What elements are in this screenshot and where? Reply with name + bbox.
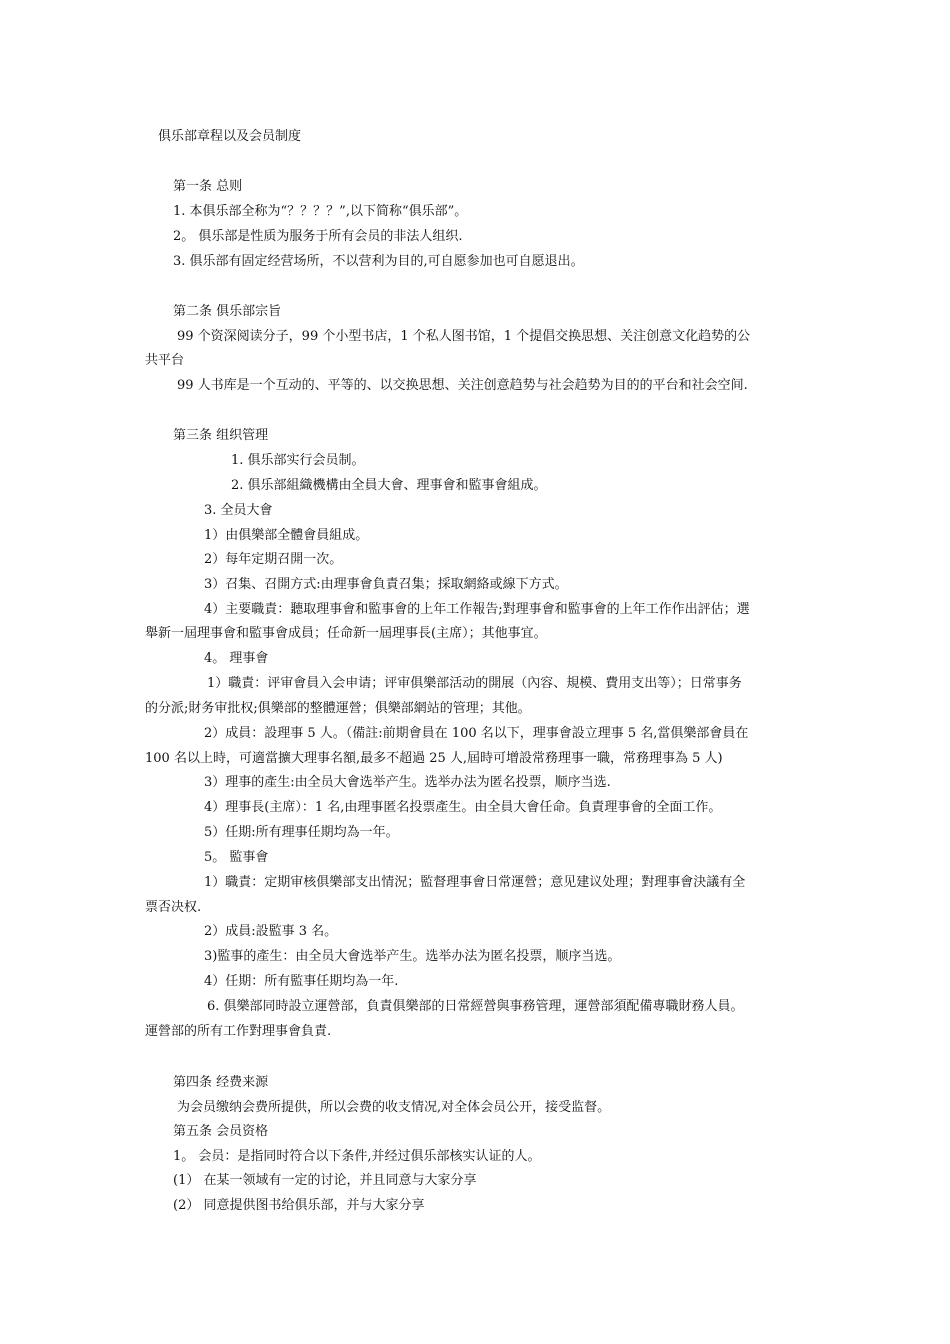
paragraph: 3. 俱乐部有固定经营场所，不以营利为目的,可自愿参加也可自愿退出。 [173,254,584,269]
list-item: 1）由俱樂部全體會員組成。 [204,528,369,543]
list-item: 5）任期:所有理事任期均為一年。 [204,825,399,840]
paragraph-continuation: 100 名以上時，可適當擴大理事名額,最多不超過 25 人,屆時可增設常務理事一職，常務理事為 5 人) [145,751,723,766]
section-4-heading: 第四条 经费来源 [173,1075,269,1090]
list-item: 4）理事長(主席）：1 名,由理事匿名投票產生。由全員大會任命。負責理事會的全面工作。 [204,800,722,815]
list-item: (2） 同意提供图书给俱乐部，并与大家分享 [173,1198,425,1213]
paragraph-continuation: 票否决权. [145,900,202,915]
list-item: 3)監事的產生：由全员大會选举产生。选举办法为匿名投票，顺序当选。 [204,949,621,964]
section-1-heading: 第一条 总则 [173,179,243,194]
list-item: 3）召集、召開方式:由理事會負責召集；採取網絡或線下方式。 [204,577,568,592]
paragraph-continuation: 共平台 [145,353,185,368]
list-item: 3. 全员大會 [204,503,273,518]
list-item: 3）理事的產生:由全员大會选举产生。选举办法为匿名投票，顺序当选. [204,775,611,790]
list-item: 5。 監事會 [204,850,269,865]
list-item: 2. 俱乐部組織機構由全員大會、理事會和監事會組成。 [231,478,547,493]
list-item: 1）職責：定期审核俱樂部支出情況；監督理事會日常運營；意见建议处理；對理事會決議有全 [204,875,746,890]
paragraph: 1. 本俱乐部全称为“？？？？”,以下简称“俱乐部”。 [173,204,468,219]
paragraph-continuation: 運營部的所有工作對理事會負責. [145,1024,332,1039]
section-2-heading: 第二条 俱乐部宗旨 [173,304,282,319]
paragraph-continuation: 舉新一屆理事會和監事會成員；任命新一屆理事長(主席）；其他事宜。 [145,626,547,641]
list-item: 6. 俱樂部同時設立運營部，負責俱樂部的日常經營與事務管理，運營部須配備專職財務人員。 [207,999,744,1014]
paragraph: 为会员缴纳会费所提供，所以会费的收支情况,对全体会员公开，接受监督。 [177,1100,611,1115]
paragraph: 2。 俱乐部是性质为服务于所有会员的非法人组织. [173,229,463,244]
section-3-heading: 第三条 组织管理 [173,428,269,443]
list-item: 1. 俱乐部实行会员制。 [231,453,365,468]
list-item: 2）每年定期召開一次。 [204,552,343,567]
list-item: 1）職責：评审會員入会申请；评审俱樂部活动的開展（內容、規模、費用支出等）；日常事务 [207,676,742,691]
paragraph: 99 个资深阅读分子，99 个小型书店，1 个私人图书馆，1 个提倡交换思想、关注创意文化趋势的公 [177,329,751,344]
paragraph-continuation: 的分派;財务审批权;俱樂部的整體運營；俱樂部網站的管理；其他。 [145,701,531,716]
paragraph: 99 人书库是一个互动的、平等的、以交换思想、关注创意趋势与社会趋势为目的的平台和社会空间. [177,378,748,393]
list-item: 2）成員：設理事 5 人。（備註:前期會員在 100 名以下，理事會設立理事 5 名,當俱樂部會員在 [204,726,749,741]
document-title: 俱乐部章程以及会员制度 [158,129,302,144]
list-item: 4。 理事會 [204,651,269,666]
section-5-heading: 第五条 会员资格 [173,1124,269,1139]
list-item: 4）任期：所有監事任期均為一年. [204,974,399,989]
list-item: 2）成員:設監事 3 名。 [204,924,338,939]
paragraph: 1。 会员：是指同时符合以下条件,并经过俱乐部核实认证的人。 [173,1149,541,1164]
list-item: 4）主要職責：聽取理事會和監事會的上年工作報告;對理事會和監事會的上年工作作出評估；選 [204,602,750,617]
list-item: (1） 在某一领域有一定的讨论，并且同意与大家分享 [173,1173,477,1188]
